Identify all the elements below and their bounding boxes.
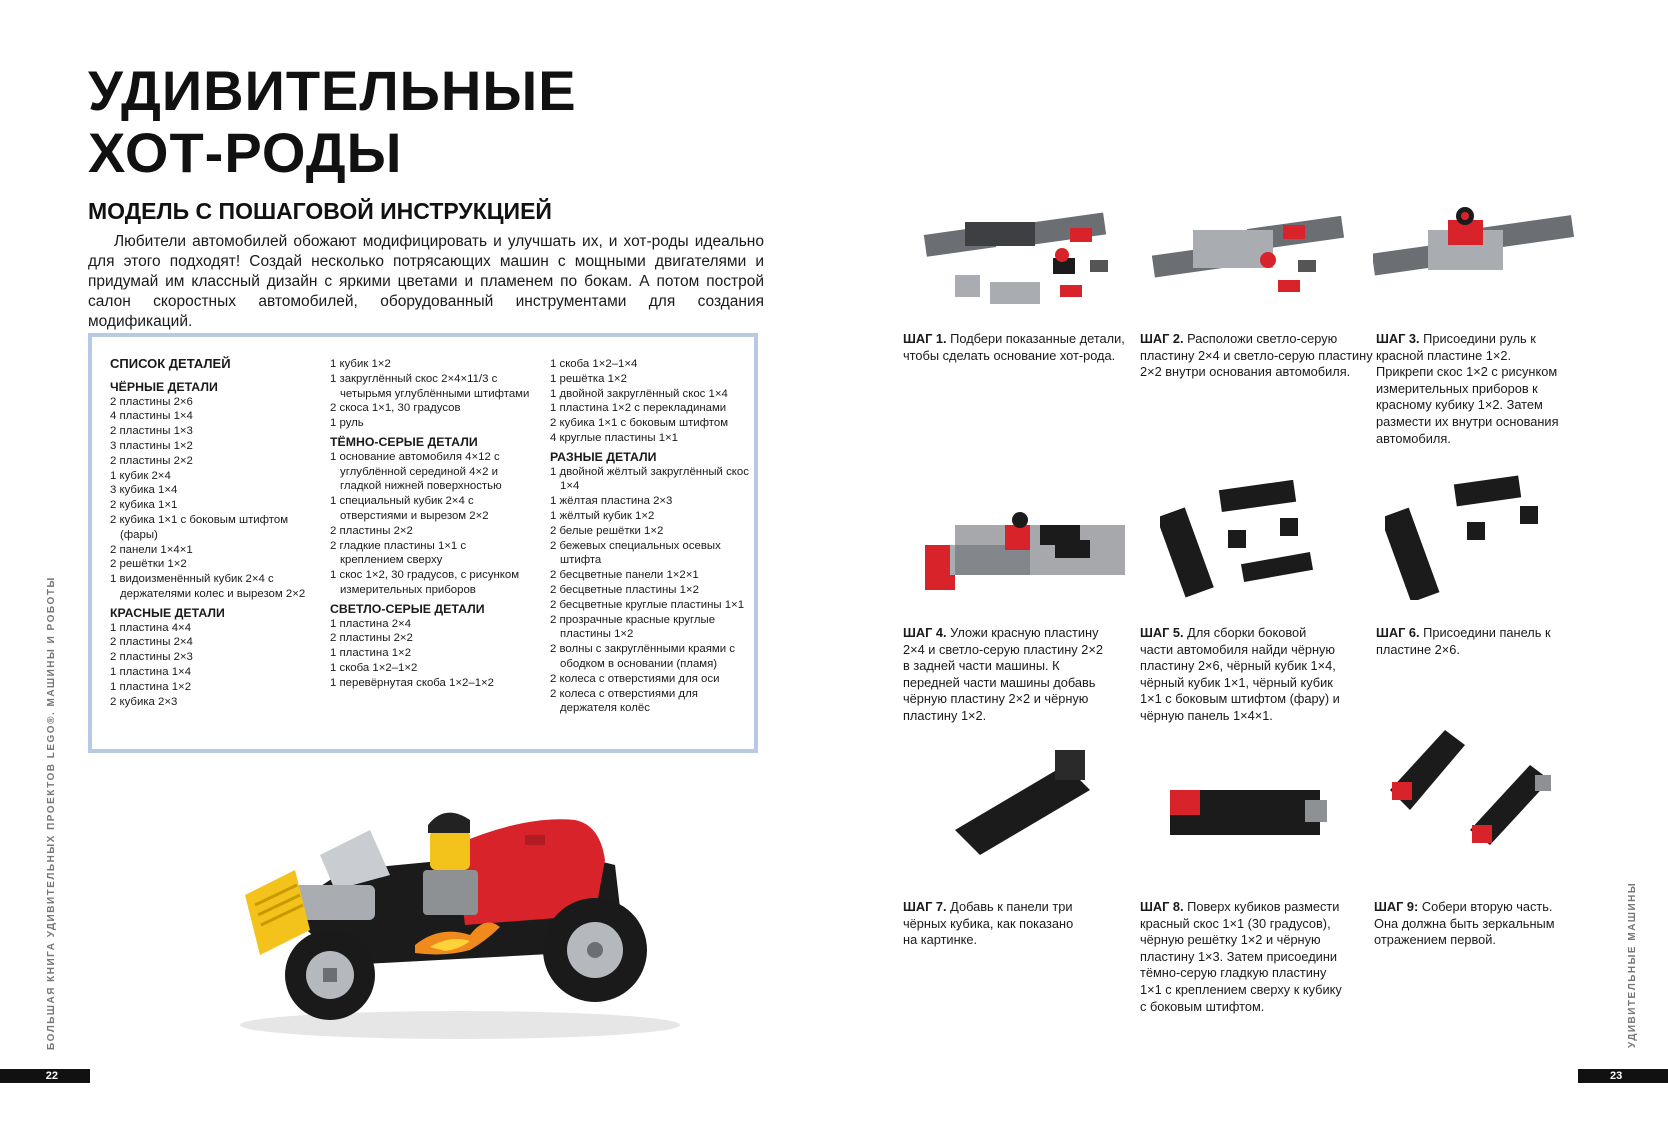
step-9-image (1380, 720, 1590, 850)
part-item: 2 пластины 1×3 (110, 425, 193, 438)
part-item: 2 кубика 1×1 с боковым штифтом (550, 417, 729, 430)
step-3-label: ШАГ 3. (1376, 331, 1420, 346)
part-item: 1 кубик 2×4 (110, 469, 171, 482)
step-8-text: Поверх кубиков размести красный скос 1×1 (30 градусов), чёрную решётку 1×2 и чёрную пластину 1×3. Затем присоедини тёмно-серую гладкую пластину 1×1 с креплением сверху к кубику с боковым штифтом. (1140, 899, 1342, 1014)
part-item: 2 пластины 2×2 (110, 454, 193, 467)
step-7-caption (903, 899, 1083, 949)
part-item: 1 пластина 2×4 (330, 617, 412, 630)
darkgray-parts-heading: ТЁМНО-СЕРЫЕ ДЕТАЛИ (330, 434, 478, 449)
part-item: 3 пластины 1×2 (110, 439, 193, 452)
black-parts-heading: ЧЁРНЫЕ ДЕТАЛИ (110, 379, 218, 394)
step-2-text: Расположи светло-серую пластину 2×4 и светло-серую пластину 2×2 внутри основания автомобиля. (1140, 331, 1373, 380)
lightgray-parts-continued (550, 357, 750, 446)
page-number-left: 22 (0, 1069, 90, 1083)
intro-paragraph: Любители автомобилей обожают модифицировать и улучшать их, и хот-роды идеально для этого подходят! Создай несколько потрясающих машин с мощными двигателями и придумай им классный дизайн с яркими цветами и пламенем по бокам. А потом построй салон скоростных автомобилей, оборудованный инструментами для создания модификаций. (88, 233, 764, 330)
part-item: 1 скоба 1×2–1×2 (330, 661, 418, 674)
step-2-caption (1140, 331, 1376, 381)
part-item: 2 решётки 1×2 (110, 558, 187, 571)
step-3-image (1373, 200, 1583, 330)
part-item: 2 колеса с отверстиями для держателя колёс (550, 687, 698, 715)
lightgray-parts-heading: СВЕТЛО-СЕРЫЕ ДЕТАЛИ (330, 601, 485, 616)
part-item: 2 пластины 2×6 (110, 395, 193, 408)
step-5-caption (1140, 625, 1340, 725)
part-item: 1 пластина 1×2 (110, 680, 192, 693)
step-8-label: ШАГ 8. (1140, 899, 1184, 914)
part-item: 2 колеса с отверстиями для оси (550, 672, 720, 685)
part-item: 2 кубика 1×1 с боковым штифтом (фары) (110, 513, 289, 541)
part-item: 2 панели 1×4×1 (110, 543, 193, 556)
hot-rod-photo (225, 775, 695, 1045)
step-7-label: ШАГ 7. (903, 899, 947, 914)
page-title (88, 60, 577, 184)
part-item: 2 кубика 2×3 (110, 695, 178, 708)
parts-list-box (88, 333, 758, 753)
step-6-caption (1376, 625, 1566, 658)
parts-column-3 (550, 357, 750, 716)
part-item: 2 гладкие пластины 1×1 с креплением сверху (330, 539, 467, 567)
step-8-image (1160, 760, 1370, 890)
step-2-image (1148, 200, 1358, 330)
darkgray-parts-list (330, 450, 530, 598)
part-item: 1 жёлтый кубик 1×2 (550, 509, 655, 522)
step-1-caption (903, 331, 1139, 364)
part-item: 1 пластина 1×2 с перекладинами (550, 402, 727, 415)
step-7-image (945, 740, 1155, 870)
step-9-label: ШАГ 9: (1374, 899, 1419, 914)
step-1-text: Подбери показанные детали, чтобы сделать основание хот-рода. (903, 331, 1125, 363)
parts-column-2 (330, 357, 530, 691)
step-6-text: Присоедини панель к пластине 2×6. (1376, 625, 1551, 657)
part-item: 2 прозрачные красные круглые пластины 1×2 (550, 613, 716, 641)
step-4-label: ШАГ 4. (903, 625, 947, 640)
part-item: 2 бесцветные панели 1×2×1 (550, 569, 699, 582)
part-item: 1 двойной закруглённый скос 1×4 (550, 387, 728, 400)
part-item: 2 бесцветные круглые пластины 1×1 (550, 598, 745, 611)
black-parts-list (110, 395, 310, 602)
step-3-text: Присоедини руль к красной пластине 1×2. Прикрепи скос 1×2 с рисунком измерительных приборов к красному кубику 1×2. Затем размести их внутри основания автомобиля. (1376, 331, 1559, 446)
part-item: 2 пластины 2×3 (110, 651, 193, 664)
left-running-header: БОЛЬШАЯ КНИГА УДИВИТЕЛЬНЫХ ПРОЕКТОВ LEGO®. МАШИНЫ И РОБОТЫ (46, 576, 57, 1050)
part-item: 2 белые решётки 1×2 (550, 524, 664, 537)
part-item: 1 жёлтая пластина 2×3 (550, 495, 673, 508)
title-line-2: ХОТ-РОДЫ (88, 121, 403, 184)
part-item: 1 пластина 1×4 (110, 665, 192, 678)
misc-parts-list (550, 465, 750, 717)
title-line-1: УДИВИТЕЛЬНЫЕ (88, 59, 577, 122)
red-parts-list (110, 621, 310, 710)
step-6-label: ШАГ 6. (1376, 625, 1420, 640)
red-parts-continued (330, 357, 530, 431)
part-item: 1 закруглённый скос 2×4×11/3 с четырьмя углублёнными штифтами (330, 372, 530, 400)
step-4-image (925, 500, 1135, 630)
parts-column-1 (110, 357, 310, 709)
part-item: 1 двойной жёлтый закруглённый скос 1×4 (550, 465, 749, 493)
step-6-image (1385, 470, 1595, 600)
part-item: 2 скоса 1×1, 30 градусов (330, 402, 461, 415)
step-9-caption (1374, 899, 1564, 949)
part-item: 2 бежевых специальных осевых штифта (550, 539, 721, 567)
part-item: 1 пластина 4×4 (110, 621, 192, 634)
parts-list-heading: СПИСОК ДЕТАЛЕЙ (110, 356, 231, 371)
step-5-text: Для сборки боковой части автомобиля найди чёрную пластину 2×6, чёрный кубик 1×4, чёрный кубик 1×1, чёрный кубик 1×1 с боковым штифтом (фару) и чёрную панель 1×4×1. (1140, 625, 1340, 723)
part-item: 1 кубик 1×2 (330, 358, 391, 370)
step-3-caption (1376, 331, 1566, 447)
step-8-caption (1140, 899, 1350, 1015)
lightgray-parts-list (330, 617, 530, 691)
step-1-label: ШАГ 1. (903, 331, 947, 346)
part-item: 1 пластина 1×2 (330, 647, 412, 660)
red-parts-heading: КРАСНЫЕ ДЕТАЛИ (110, 605, 225, 620)
part-item: 1 перевёрнутая скоба 1×2–1×2 (330, 676, 495, 689)
part-item: 1 видоизменённый кубик 2×4 с держателями колес и вырезом 2×2 (110, 573, 306, 600)
step-5-label: ШАГ 5. (1140, 625, 1184, 640)
part-item: 1 основание автомобиля 4×12 с углублённой серединой 4×2 и гладкой нижней поверхностью (330, 450, 502, 493)
part-item: 1 руль (330, 417, 364, 430)
part-item: 1 скоба 1×2–1×4 (550, 358, 638, 370)
right-running-header: УДИВИТЕЛЬНЫЕ МАШИНЫ (1627, 881, 1638, 1048)
page-number-right: 23 (1578, 1069, 1668, 1083)
part-item: 2 пластины 2×4 (110, 636, 193, 649)
part-item: 2 волны с закруглёнными краями с ободком в основании (пламя) (550, 643, 735, 670)
part-item: 2 кубика 1×1 (110, 499, 178, 512)
part-item: 2 бесцветные пластины 1×2 (550, 583, 699, 596)
step-5-image (1160, 480, 1370, 610)
part-item: 4 пластины 1×4 (110, 410, 193, 423)
step-4-caption (903, 625, 1103, 725)
part-item: 2 пластины 2×2 (330, 524, 413, 537)
step-7-text: Добавь к панели три чёрных кубика, как показано на картинке. (903, 899, 1074, 948)
section-subtitle: МОДЕЛЬ С ПОШАГОВОЙ ИНСТРУКЦИЕЙ (88, 198, 552, 224)
part-item: 1 скос 1×2, 30 градусов, с рисунком измерительных приборов (330, 569, 520, 596)
part-item: 1 решётка 1×2 (550, 372, 627, 385)
step-2-label: ШАГ 2. (1140, 331, 1184, 346)
step-9-text: Собери вторую часть. Она должна быть зеркальным отражением первой. (1374, 899, 1555, 948)
step-4-text: Уложи красную пластину 2×4 и светло-серую пластину 2×2 в задней части машины. К передней части машины добавь чёрную пластину 2×2 и чёрную пластину 1×2. (903, 625, 1103, 723)
step-1-image (915, 200, 1125, 330)
part-item: 2 пластины 2×2 (330, 632, 413, 645)
part-item: 3 кубика 1×4 (110, 484, 178, 497)
part-item: 1 специальный кубик 2×4 с отверстиями и вырезом 2×2 (330, 495, 489, 522)
part-item: 4 круглые пластины 1×1 (550, 431, 679, 444)
misc-parts-heading: РАЗНЫЕ ДЕТАЛИ (550, 449, 657, 464)
